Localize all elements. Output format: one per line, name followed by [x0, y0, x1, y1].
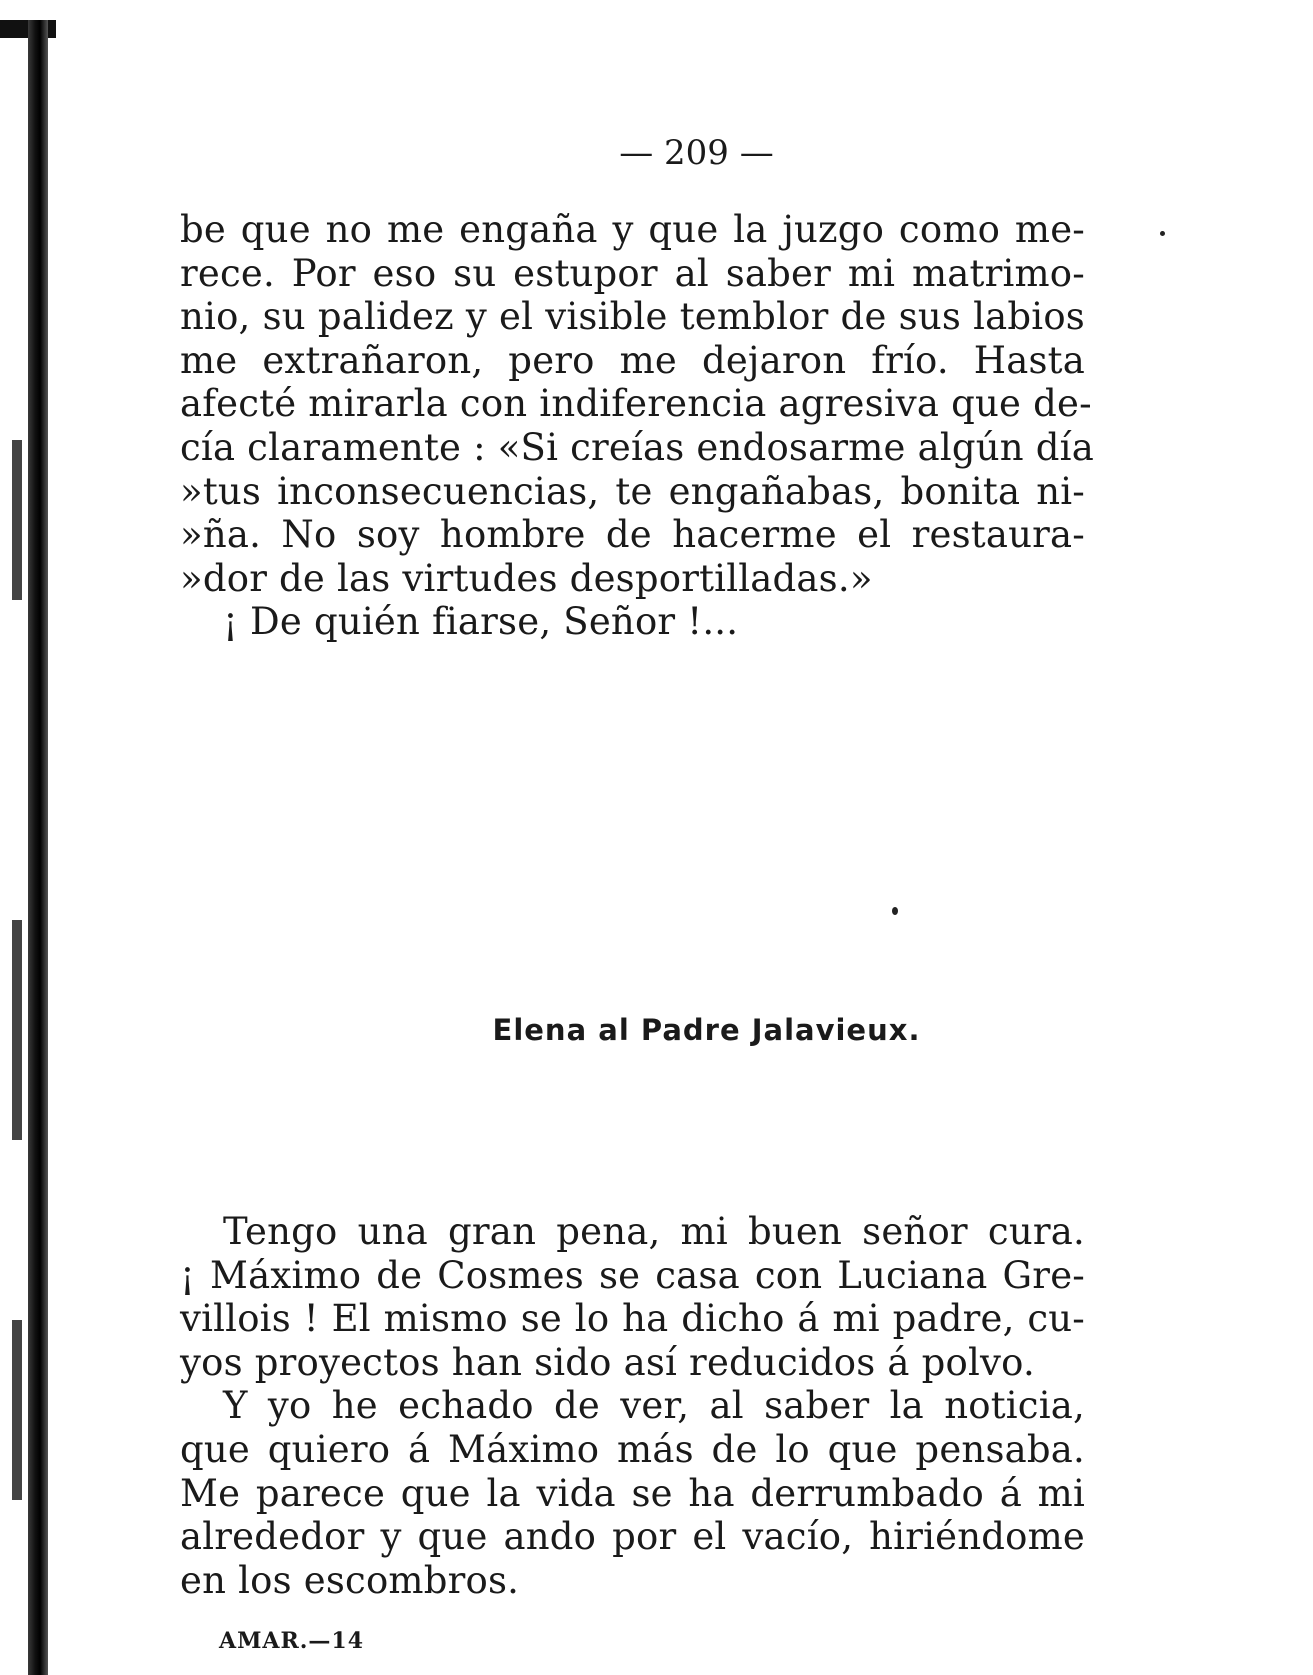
- text-line: Me parece que la vida se ha derrumbado á mi: [180, 1471, 1085, 1515]
- text-line: nio, su palidez y el visible temblor de sus labios: [180, 295, 1085, 339]
- page-number: — 209 —: [619, 133, 774, 173]
- text-line: Y yo he echado de ver, al saber la noticia,: [223, 1384, 1085, 1428]
- binding-speck: [12, 1320, 22, 1500]
- text-line: cía claramente : «Si creías endosarme algún día: [180, 425, 1094, 469]
- text-line: ¡ De quién fiarse, Señor !...: [223, 600, 739, 644]
- text-line: ¡ Máximo de Cosmes se casa con Luciana Gre-: [180, 1253, 1085, 1297]
- text-line: villois ! El mismo se lo ha dicho á mi padre, cu-: [180, 1297, 1085, 1341]
- section-title: Elena al Padre Jalavieux.: [492, 1013, 921, 1047]
- printer-signature: AMAR.—14: [219, 1628, 365, 1654]
- text-line: be que no me engaña y que la juzgo como me-: [180, 208, 1085, 251]
- text-line: yos proyectos han sido así reducidos á polvo.: [180, 1340, 1035, 1384]
- text-line: Tengo una gran pena, mi buen señor cura.: [223, 1210, 1085, 1253]
- text-line: afecté mirarla con indiferencia agresiva que de-: [180, 382, 1092, 426]
- text-line: me extrañaron, pero me dejaron frío. Hasta: [180, 338, 1085, 382]
- text-line: »dor de las virtudes desportilladas.»: [180, 556, 873, 600]
- text-line: alrededor y que ando por el vacío, hiriéndome: [180, 1515, 1085, 1559]
- passage-1: [180, 208, 1094, 644]
- text-line: »tus inconsecuencias, te engañabas, bonita ni-: [180, 469, 1085, 513]
- scan-speck: [892, 907, 898, 915]
- text-line: »ña. No soy hombre de hacerme el restaura-: [180, 513, 1085, 557]
- passage-2: [180, 1210, 1085, 1602]
- binding-edge: [0, 20, 60, 1675]
- scan-speck: [1160, 231, 1165, 236]
- text-line: rece. Por eso su estupor al saber mi matrimo-: [180, 251, 1085, 295]
- binding-speck: [12, 440, 22, 600]
- binding-rule: [28, 20, 48, 1675]
- text-line: que quiero á Máximo más de lo que pensaba.: [180, 1427, 1085, 1471]
- text-line: en los escombros.: [180, 1558, 520, 1602]
